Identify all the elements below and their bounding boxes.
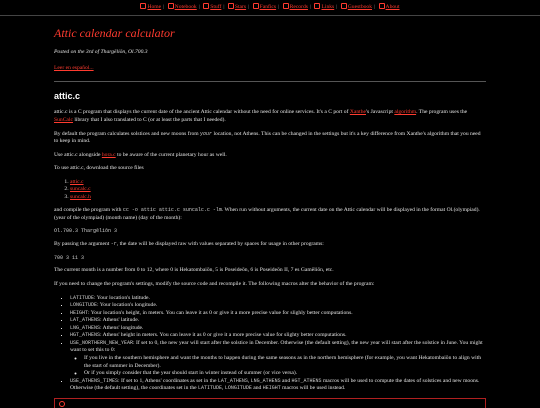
spanish-version-link[interactable]: Leer en español... — [54, 64, 94, 71]
list-item: ▪ LAT_ATHENS: Athens' latitude. — [70, 317, 486, 325]
nav-records[interactable]: Records — [283, 4, 308, 10]
hora-link[interactable]: hora.c — [101, 151, 116, 158]
stuff-icon — [203, 3, 209, 9]
nav-home[interactable]: Home — [140, 4, 161, 10]
divider — [54, 81, 486, 82]
star-icon — [228, 3, 234, 9]
settings-paragraph: If you need to change the program's settings, modify the source code and recompile it. The following macros alter the behavior of the program: — [54, 281, 375, 288]
comment-icon — [59, 401, 65, 407]
list-item — [70, 179, 486, 187]
list-item: ▪ LATITUDE: Your location's latitude. — [70, 295, 486, 303]
list-item — [70, 194, 486, 202]
intro-paragraph: attic.c is a C program that displays the current date of the ancient Attic calendar without the need for online services. It's a C port of Xanthe's Javascript algorithm. The program uses the SunCalc library that I also translated to C (or at least the parts that I needed). — [54, 109, 468, 123]
page-title: Attic calendar calculator — [54, 26, 175, 40]
list-item: ▪ HGT_ATHENS: Athens' height in meters. You can leave it as 0 or give it a more precise value for slighty better computations. — [70, 332, 486, 340]
list-item: ▪ LONGITUDE: Your location's longitude. — [70, 302, 486, 310]
file-link-suncalc-c[interactable]: suncalc.c — [70, 186, 91, 193]
algorithm-link[interactable]: algorithm — [394, 109, 417, 116]
list-item — [70, 186, 486, 194]
nav-stuff[interactable]: Stuff — [203, 4, 221, 10]
records-icon — [283, 3, 289, 9]
nav-fanfics[interactable]: Fanfics — [253, 4, 276, 10]
comment-box — [54, 398, 486, 408]
macro-list — [54, 295, 486, 393]
nav-notebook[interactable]: Notebook — [168, 4, 197, 10]
about-icon — [379, 3, 385, 9]
list-item: ▪ HEIGHT: Your location's height, in meters. You can leave it as 0 or give it a more precise value for slighly better computations. — [70, 310, 486, 318]
sub-list — [70, 355, 486, 378]
file-link-attic-c[interactable]: attic.c — [70, 178, 84, 185]
source-file-list — [54, 179, 486, 202]
download-paragraph: To use attic.c, download the source files — [54, 165, 144, 172]
output-example-default: Ol.700.3 Thargēliōn 3 — [54, 228, 118, 235]
xanthe-link[interactable]: Xanthe — [349, 109, 366, 116]
notebook-icon — [168, 3, 174, 9]
location-paragraph: By default the program calculates solstices and new moons from your location, not Athens. This can be changed in the settings but it's a key difference from Xanthe's algorithm that you need to keep in mind. — [54, 130, 481, 145]
top-navigation: Home | Notebook | Stuff | Stars | Fanfics | Records | Links | Guestbook | About — [0, 0, 540, 16]
guestbook-icon — [341, 3, 347, 9]
links-icon — [314, 3, 320, 9]
posted-date: Posted on the 3rd of Thargēliōn, Ol.700.3 — [54, 49, 148, 56]
nav-guestbook[interactable]: Guestbook — [341, 4, 372, 10]
month-paragraph: The current month is a number from 0 to 12, where 0 is Hekatombaiōn, 5 is Poseideōn, 6 is Poseideōn II, 7 es Gamēliōn, etc. — [54, 267, 334, 274]
list-item: ◦ If you live in the southern hemisphere and want the months to happen during the same seasons as in the northern hemisphere (for example, you want Hekatombaiōn to align with the start of summer in December). — [84, 355, 486, 370]
hora-paragraph: Use attic.c alongside hora.c to be aware of the current planetary hour as well. — [54, 151, 227, 158]
list-item: ▪ USE_NORTHERN_NEW_YEAR: If set to 0, the new year will start after the solstice in December. Otherwise (the default setting), the new year will start after the solstice in June. You might want to set this to 0: ◦ If you live in the southern hemisphere and want the months to happen during the same seasons as in the northern hemisphere (for example, you want Hekatombaiōn to align with the start of summer in December). ◦ Or if you simply consider that the year should start in winter instead of summer (or vice versa). — [70, 340, 486, 378]
list-item: ◦ Or if you simply consider that the year should start in winter instead of summer (or vice versa). — [84, 370, 486, 378]
list-item: ▪ LNG_ATHENS: Athens' longitude. — [70, 325, 486, 333]
file-link-suncalc-h[interactable]: suncalc.h — [70, 193, 91, 200]
main-content — [54, 16, 486, 399]
output-example-raw: 700 3 11 3 — [54, 254, 85, 261]
list-item: ▪ USE_ATHENS_TIMES: If set to 1, Athens' coordinates as set in the LAT_ATHENS, LNG_ATHENS and HGT_ATHENS macros will be used to compute the dates of solstices and new moons. Otherwise (the default setting), the coordinates set in the LATITUDE, LONGITUDE and HEIGHT macros will be used instead. — [70, 378, 486, 393]
section-heading: attic.c — [54, 91, 81, 102]
suncalc-link[interactable]: SunCalc — [54, 116, 73, 123]
compile-paragraph: and compile the program with cc -o attic attic.c suncalc.c -lm. When run without arguments, the current date on the Attic calendar will be displayed in the format Ol.(olympiad).(year of the olympiad) (month name) (day of the month): — [54, 207, 480, 221]
nav-stars[interactable]: Stars — [228, 4, 246, 10]
raw-paragraph: By passing the argument -r, the date will be displayed raw with values separated by spaces for usage in other programs: — [54, 241, 324, 248]
fanfics-icon — [253, 3, 259, 9]
nav-links[interactable]: Links — [314, 4, 334, 10]
nav-about[interactable]: About — [379, 4, 400, 10]
home-icon — [140, 3, 146, 9]
